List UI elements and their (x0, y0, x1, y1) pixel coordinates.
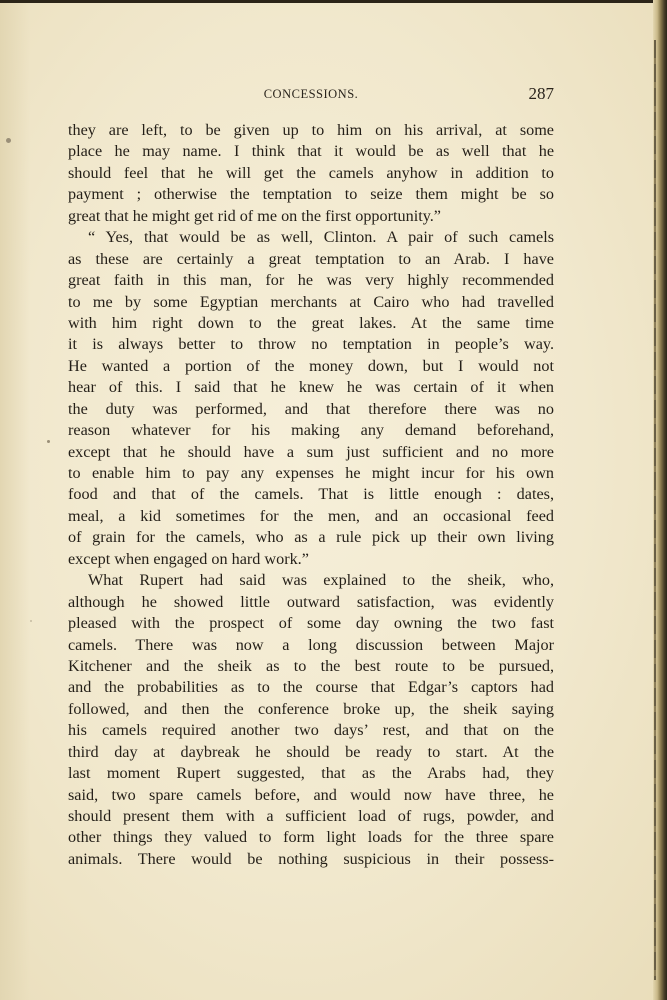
running-head-title: CONCESSIONS. (263, 87, 359, 101)
text-line: the duty was performed, and that therefore there was no (68, 399, 554, 418)
page-gutter-shadow (0, 0, 30, 1000)
paper-speck (30, 620, 32, 622)
text-line: of grain for the camels, who as a rule pick up their own living (68, 528, 554, 547)
page-number: 287 (528, 84, 554, 103)
text-line: it is always better to throw no temptation in people’s way. (68, 335, 554, 354)
text-line: although he showed little outward satisfaction, was evidently (68, 592, 554, 611)
text-line: should feel that he will get the camels anyhow in addition to (68, 163, 554, 182)
paper-speck (6, 138, 11, 143)
text-line: great faith in this man, for he was very highly recommended (68, 271, 554, 290)
text-line: third day at daybreak he should be ready to start. At the (68, 742, 554, 761)
text-line: reason whatever for his making any demand beforehand, (68, 421, 554, 440)
text-line: other things they valued to form light loads for the three spare (68, 828, 554, 847)
text-line: followed, and then the conference broke up, the sheik saying (68, 699, 554, 718)
text-line: great that he might get rid of me on the first opportunity.” (68, 206, 441, 225)
page-top-edge (0, 0, 667, 3)
text-line: they are left, to be given up to him on his arrival, at some (68, 121, 554, 139)
text-line: last moment Rupert suggested, that as the Arabs had, they (68, 764, 554, 783)
text-line: said, two spare camels before, and would now have three, he (68, 785, 554, 804)
text-line: payment ; otherwise the temptation to seize them might be so (68, 185, 554, 204)
body-text (68, 120, 554, 870)
text-line: except when engaged on hard work.” (68, 549, 309, 568)
page-fore-edge-texture (654, 40, 656, 980)
text-line: to me by some Egyptian merchants at Cairo who had travelled (68, 292, 554, 311)
text-line: Kitchener and the sheik as to the best route to be pursued, (68, 656, 554, 675)
running-head (68, 84, 554, 106)
text-line: as these are certainly a great temptation to an Arab. I have (68, 249, 554, 268)
text-line: meal, a kid sometimes for the men, and an occasional feed (68, 506, 554, 525)
text-line: to enable him to pay any expenses he might incur for his own (68, 464, 554, 482)
text-line: except that he should have a sum just sufficient and no more (68, 442, 554, 461)
text-line: his camels required another two days’ rest, and that on the (68, 721, 554, 740)
text-line: with him right down to the great lakes. At the same time (68, 313, 554, 332)
text-line: What Rupert had said was explained to the sheik, who, (88, 571, 554, 590)
text-line: food and that of the camels. That is little enough : dates, (68, 485, 554, 504)
text-line: He wanted a portion of the money down, but I would not (68, 356, 554, 375)
text-line: camels. There was now a long discussion between Major (68, 635, 554, 654)
text-line: “ Yes, that would be as well, Clinton. A pair of such camels (88, 228, 554, 247)
text-line: should present them with a sufficient load of rugs, powder, and (68, 807, 554, 825)
text-line: pleased with the prospect of some day owning the two fast (68, 614, 554, 633)
text-line: place he may name. I think that it would be as well that he (68, 142, 554, 161)
text-line: hear of this. I said that he knew he was certain of it when (68, 378, 554, 397)
text-line: and the probabilities as to the course that Edgar’s captors had (68, 678, 554, 697)
text-line: animals. There would be nothing suspicious in their possess- (68, 849, 554, 868)
paper-speck (47, 440, 50, 443)
